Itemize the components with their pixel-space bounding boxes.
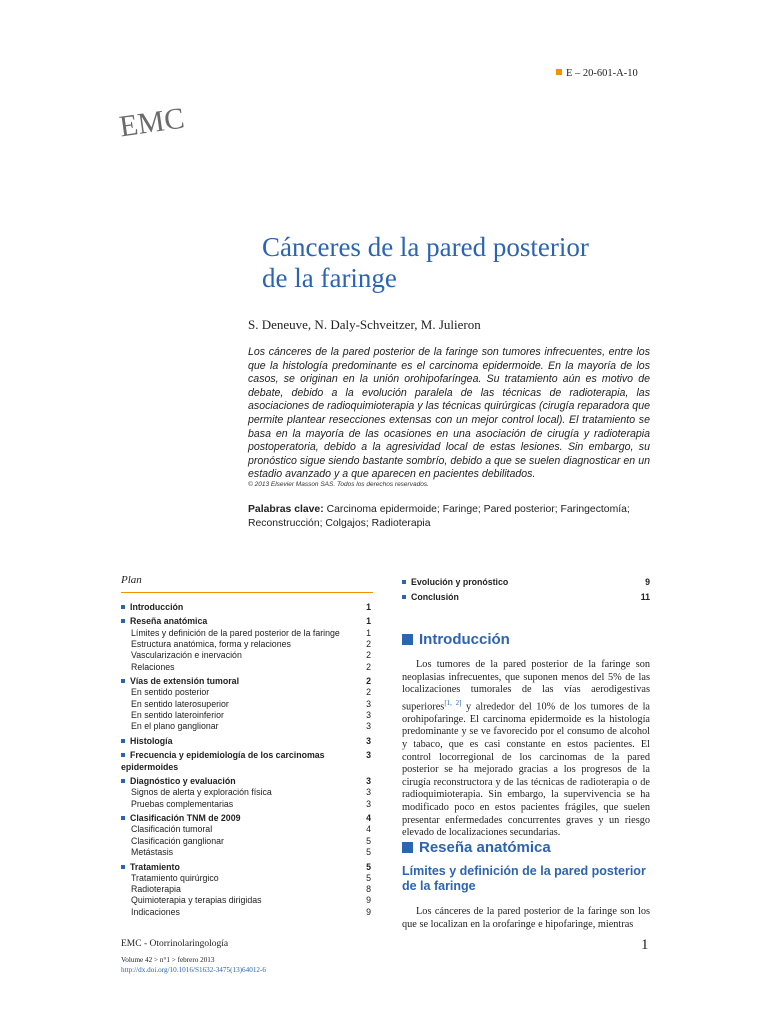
- plan-item-page: 2: [366, 661, 371, 672]
- plan-item-page: 2: [366, 639, 371, 650]
- plan-item-label: En sentido posterior: [131, 687, 210, 698]
- plan-item-page: 5: [366, 872, 371, 883]
- plan-item-label: Estructura anatómica, forma y relaciones: [131, 639, 291, 650]
- plan-item-label: En sentido laterosuperior: [131, 698, 229, 709]
- plan-item-label: Histología: [130, 735, 173, 746]
- plan-subsection-item[interactable]: [121, 836, 371, 847]
- plan-subsection-item[interactable]: [121, 699, 371, 710]
- plan-item-page: 3: [366, 787, 371, 798]
- plan-item-page: 9: [366, 895, 371, 906]
- bullet-icon: [121, 816, 125, 820]
- plan-subsection-item[interactable]: [121, 895, 371, 906]
- plan-item-label: Evolución y pronóstico: [411, 577, 509, 587]
- authors: S. Deneuve, N. Daly-Schveitzer, M. Julieron: [248, 317, 481, 332]
- plan-item-page: 9: [645, 577, 650, 587]
- plan-item-label: Diagnóstico y evaluación: [130, 776, 236, 787]
- plan-item-label: Relaciones: [131, 661, 175, 672]
- plan-item-page: 3: [366, 798, 371, 809]
- plan-subsection-item[interactable]: [121, 873, 371, 884]
- section-heading-introduccion: Introducción: [402, 631, 510, 648]
- plan-item-label: Conclusión: [411, 592, 459, 602]
- plan-subsection-item[interactable]: [121, 799, 371, 810]
- plan-subsection-item[interactable]: [121, 650, 371, 661]
- plan-item-page: 2: [366, 687, 371, 698]
- plan-item-label: En sentido lateroinferior: [131, 710, 224, 721]
- plan-item-page: 8: [366, 884, 371, 895]
- introduction-text: Los tumores de la pared posterior de la faringe son neoplasias infrecuentes, que suponen menos del 5% de las localizaciones tumorales de las vías aerodigestivas superiores[1, 2] y alrededor del 10% de los tumores de la orohipofaringe. El carcinoma epidermoide es la histología predominante y se ve favorecido por el consumo de alcohol y tabaco, que es casi constante en estos pacientes. El control locorregional de los carcinomas de la pared posterior se ha mejorado gracias a los progresos de la cirugía reconstructora y de las técnicas de radioterapia o de radioquimioterapia. Sin embargo, la supervivencia se ha modificado poco en estos pacientes frágiles, que suelen presentar enfermedades concurrentes graves y un riesgo elevado de localizaciones secundarias.: [402, 659, 651, 839]
- plan-section-item[interactable]: [121, 862, 371, 873]
- plan-item-page: 4: [366, 813, 371, 824]
- plan-subsection-item[interactable]: [121, 639, 371, 650]
- bullet-icon: [121, 865, 125, 869]
- plan-item-page: 3: [366, 710, 371, 721]
- plan-item-page: 11: [640, 592, 650, 602]
- plan-subsection-item[interactable]: [121, 710, 371, 721]
- copyright: © 2013 Elsevier Masson SAS. Todos los derechos reservados.: [248, 481, 429, 488]
- subsection-heading: Límites y definición de la pared posterior de la faringe: [402, 864, 646, 893]
- plan-item-label: En el plano ganglionar: [131, 721, 219, 732]
- plan-subsection-item[interactable]: [121, 787, 371, 798]
- journal-name: EMC - Otorrinolaringología: [121, 939, 229, 949]
- plan-section-item[interactable]: [121, 602, 371, 613]
- plan-subsection-item[interactable]: [121, 884, 371, 895]
- emc-logo: [117, 88, 187, 150]
- plan-item-page: 1: [366, 602, 371, 612]
- plan-subsection-item[interactable]: [121, 628, 371, 639]
- volume-info: Volume 42 > n°1 > febrero 2013 http://dx.doi.org/10.1016/S1632-3475(13)64012-6: [121, 956, 267, 974]
- plan-item-label: Signos de alerta y exploración física: [131, 787, 272, 798]
- plan-item-label: Reseña anatómica: [130, 616, 208, 627]
- plan-item-page: 3: [366, 750, 371, 761]
- plan-item-label: Frecuencia y epidemiología de los carcinomas epidermoides: [121, 750, 325, 772]
- plan-item-label: Metástasis: [131, 847, 174, 858]
- blue-square-icon: [402, 842, 413, 853]
- plan-section-item[interactable]: [121, 676, 371, 687]
- plan-list: [121, 602, 371, 918]
- plan-section-item[interactable]: [121, 736, 371, 747]
- plan-subsection-item[interactable]: [121, 907, 371, 918]
- plan-item-page: 2: [366, 650, 371, 661]
- keywords: [248, 503, 650, 530]
- plan-item-label: Radioterapia: [131, 884, 181, 895]
- plan-item-page: 1: [366, 616, 371, 627]
- plan-subsection-item[interactable]: [121, 721, 371, 732]
- plan-item-label: Indicaciones: [131, 906, 180, 917]
- plan-item-label: Vías de extensión tumoral: [130, 676, 240, 687]
- plan-section-item[interactable]: [121, 813, 371, 824]
- plan-item-label: Pruebas complementarias: [131, 798, 234, 809]
- plan-item-page: 3: [366, 698, 371, 709]
- plan-section-item[interactable]: [121, 750, 371, 773]
- doi-link[interactable]: http://dx.doi.org/10.1016/S1632-3475(13)64012-6: [121, 965, 267, 974]
- keywords-label: Palabras clave:: [248, 504, 324, 515]
- bullet-icon: [121, 619, 125, 623]
- plan-item-label: Clasificación ganglionar: [131, 835, 224, 846]
- plan-section-item[interactable]: [402, 575, 650, 590]
- plan-item-page: 3: [366, 721, 371, 732]
- article-title: Cánceres de la pared posterior de la faringe: [262, 232, 589, 293]
- plan-divider: [121, 592, 373, 593]
- bullet-icon: [121, 739, 125, 743]
- plan-item-page: 2: [366, 676, 371, 687]
- plan-item-label: Introducción: [130, 602, 184, 612]
- plan-item-label: Vascularización e inervación: [131, 650, 242, 661]
- svg-text:EMC: EMC: [117, 101, 187, 144]
- plan-subsection-item[interactable]: [121, 687, 371, 698]
- plan-subsection-item[interactable]: [121, 662, 371, 673]
- plan-item-page: 3: [366, 776, 371, 787]
- keywords-list: Carcinoma epidermoide; Faringe; Pared posterior; Faringectomía; Reconstrucción; Colgajos; Radioterapia: [248, 504, 630, 529]
- plan-item-label: Límites y definición de la pared posterior de la faringe: [131, 627, 340, 638]
- plan-item-page: 3: [366, 735, 371, 746]
- plan-item-label: Tratamiento: [130, 861, 180, 872]
- plan-item-page: 5: [366, 861, 371, 872]
- plan-item-label: Clasificación TNM de 2009: [130, 813, 241, 824]
- plan-item-label: Clasificación tumoral: [131, 824, 213, 835]
- plan-item-page: 5: [366, 835, 371, 846]
- plan-list-continued: [402, 575, 650, 605]
- plan-subsection-item[interactable]: [121, 847, 371, 858]
- plan-item-page: 9: [366, 906, 371, 917]
- plan-title: Plan: [121, 574, 142, 586]
- plan-section-item[interactable]: [121, 616, 371, 627]
- plan-item-page: 5: [366, 847, 371, 858]
- bullet-icon: [402, 580, 406, 584]
- plan-item-page: 1: [366, 627, 371, 638]
- reference-link[interactable]: [1, 2]: [444, 698, 462, 707]
- orange-square-icon: [556, 69, 562, 75]
- section-heading-resena-anatomica: Reseña anatómica: [402, 839, 551, 856]
- bullet-icon: [121, 753, 125, 757]
- page-number: 1: [641, 937, 649, 953]
- plan-item-label: Tratamiento quirúrgico: [131, 872, 219, 883]
- plan-section-item[interactable]: [121, 776, 371, 787]
- plan-subsection-item[interactable]: [121, 824, 371, 835]
- abstract: Los cánceres de la pared posterior de la faringe son tumores infrecuentes, entre los que la histología predominante es el carcinoma epidermoide. En la mayoría de los casos, se originan en la unión orohipofaríngea. Su tratamiento aún es motivo de debate, debido a la evolución paralela de las técnicas de radioterapia, las asociaciones de radioquimioterapia y las técnicas quirúrgicas (cirugía reparadora que permite plantear resecciones extensas con un mejor control local). El tratamiento se basa en la mayoría de las ocasiones en una asociación de cirugía y radioterapia postoperatoria, debido a la agresividad local de estas lesiones. Sin embargo, su pronóstico sigue siendo bastante sombrío, debido a que se suelen diagnosticar en un estadio avanzado y a que aparecen en pacientes debilitados.: [248, 346, 650, 481]
- bullet-icon: [402, 595, 406, 599]
- bullet-icon: [121, 779, 125, 783]
- bullet-icon: [121, 679, 125, 683]
- plan-item-label: Quimioterapia y terapias dirigidas: [131, 895, 262, 906]
- anatomy-text: Los cánceres de la pared posterior de la faringe son los que se localizan en la orofaringe e hipofaringe, mientras: [402, 906, 650, 930]
- document-code: E – 20-601-A-10: [556, 68, 638, 79]
- plan-section-item[interactable]: [402, 590, 650, 605]
- bullet-icon: [121, 605, 125, 609]
- plan-item-page: 4: [366, 824, 371, 835]
- blue-square-icon: [402, 634, 413, 645]
